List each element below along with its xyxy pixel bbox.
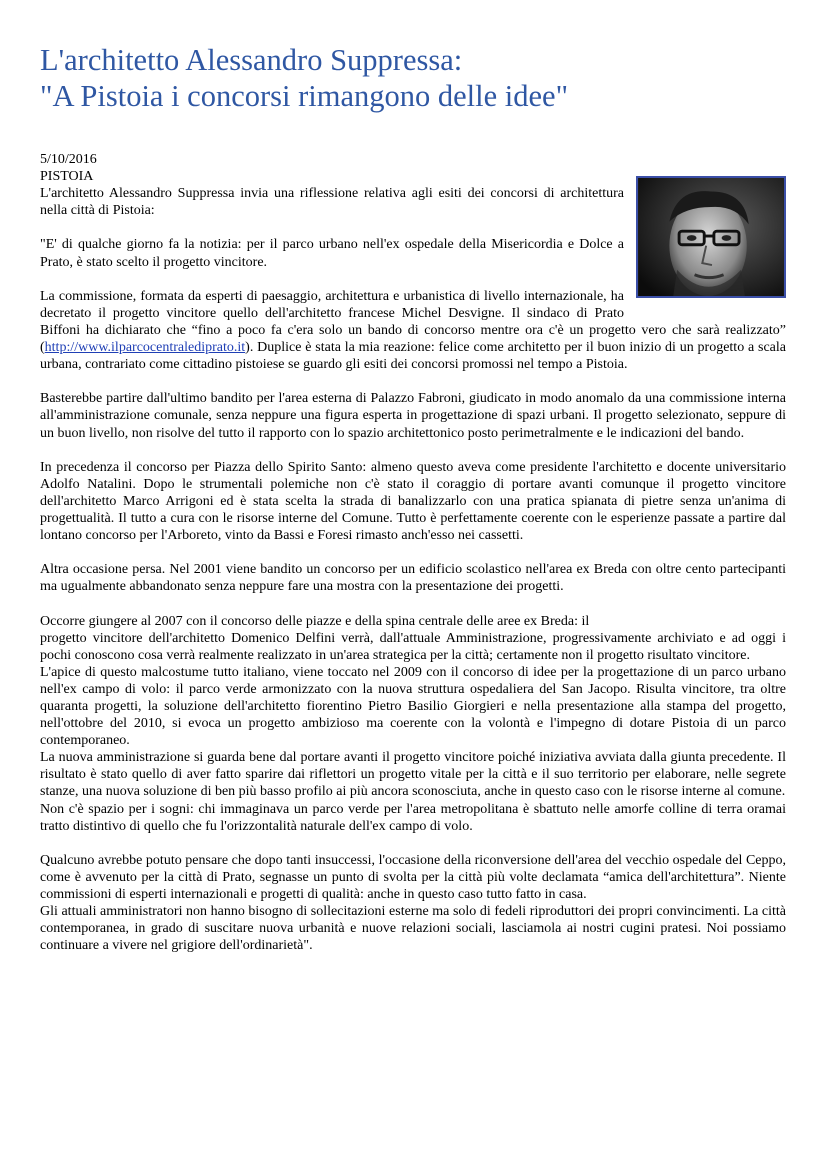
article-title [40, 42, 786, 114]
paragraph-4: Basterebbe partire dall'ultimo bandito per l'area esterna di Palazzo Fabroni, giudicato in modo anomalo da una commissione interna all'amministrazione comunale, senza neppure una figura esperta in progettazione di spazi urbani. Il progetto selezionato, seppure di un buon livello, non risolve del tutto il rapporto con lo spazio architettonico posto perimetralmente e le indicazioni del bando. [40, 391, 786, 441]
paragraph-7-rest: progetto vincitore dell'architetto Domenico Delfini verrà, dall'attuale Amministrazione, progressivamente archiviato e ad oggi i pochi conoscono cosa verrà realmente realizzato in un'area strategica per la città; certamente non il progetto risultato vincitore. [40, 630, 786, 663]
article-location: PISTOIA [40, 169, 94, 185]
paragraph-8: L'apice di questo malcostume tutto italiano, viene toccato nel 2009 con il concorso di idee per la progettazione di un parco urbano nell'ex campo di volo: il parco verde armonizzato con la nuova struttura ospedaliera del San Jacopo. Risulta vincitore, tra oltre quaranta progetti, la soluzione dell'architetto fiorentino Pietro Basilio Giorgieri e nella presentazione alla stampa del progetto, nell'ottobre del 2010, si evoca un progetto ambizioso ma coerente con la volontà e l'impegno di dotare Pistoia di un parco contemporaneo. [40, 664, 786, 749]
paragraph-12: Gli attuali amministratori non hanno bisogno di sollecitazioni esterne ma solo di fedeli riproduttori dei propri convincimenti. La città contemporanea, in grado di suscitare nuova urbanità e nuove relazioni sociali, lasciamola ai nostri cugini pratesi. Noi possiamo continuare a vivere nel grigiore dell'ordinarietà". [40, 904, 786, 954]
article-body [40, 151, 786, 954]
title-line-1: L'architetto Alessandro Suppressa: [40, 43, 463, 77]
prato-park-link[interactable]: http://www.ilparcocentralediprato.it [44, 340, 246, 356]
paragraph-7 [40, 613, 786, 664]
paragraph-3 [40, 288, 786, 373]
paragraph-7-line-1: Occorre giungere al 2007 con il concorso delle piazze e della spina centrale delle aree ex Breda: il [40, 613, 590, 629]
author-portrait [636, 176, 786, 298]
paragraph-10: Non c'è spazio per i sogni: chi immaginava un parco verde per l'area metropolitana è sbattuto nelle amorfe colline di terra oramai tratto distintivo di quello che fu l'orizzontalità naturale dell'ex campo di volo. [40, 801, 786, 834]
paragraph-11: Qualcuno avrebbe potuto pensare che dopo tanti insuccessi, l'occasione della riconversione dell'area del vecchio ospedale del Ceppo, come è avvenuto per la città di Prato, segnasse un punto di svolta per la città più volte declamata “amica dell'architettura”. Niente commissioni di esperti internazionali e progetti di qualità: anche in questo caso tutto fatto in casa. [40, 852, 786, 903]
paragraph-9: La nuova amministrazione si guarda bene dal portare avanti il progetto vincitore poiché iniziativa avviata dalla giunta precedente. Il risultato è stato quello di aver fatto sparire dai riflettori un progetto vitale per la città e il suo territorio per elaborare, nelle segrete stanze, una nuova soluzione di ben più basso profilo ai più ancora sconosciuta, anche in questo caso con le risorse interne al comune. [40, 750, 786, 800]
portrait-photo-icon [638, 178, 784, 296]
article-date: 5/10/2016 [40, 152, 97, 167]
paragraph-5: In precedenza il concorso per Piazza dello Spirito Santo: almeno questo aveva come presidente l'architetto e docente universitario Adolfo Natalini. Dopo le strumentali polemiche non c'è stato il coraggio di portare avanti comunque il progetto vincitore dell'architetto Marco Arrigoni ed è stata scelta la strada di banalizzarlo con una pratica spianata di pietre senza un'anima di progettualità. Il tutto a cura con le risorse interne del Comune. Tutto è perfettamente coerente con le esperienze passate a partire dal lontano concorso per l'Arboreto, vinto da Bassi e Foresi rimasto anch'esso nei cassetti. [40, 459, 786, 544]
paragraph-6: Altra occasione persa. Nel 2001 viene bandito un concorso per un edificio scolastico nell'area ex Breda con oltre cento partecipanti ma ugualmente abbandonato senza neppure fare una mostra con la presentazione dei progetti. [40, 562, 786, 595]
paragraph-3-text-a: La commissione, formata da esperti di paesaggio, architettura e urbanistica di livello internazionale, ha decretato il progetto vincitore quello dell'architetto francese Michel Desvigne. Il sindaco di Prato Biffoni ha dichiarato che “fino a poco fa c'era solo un bando di concorso mentre ora c'è un progetto vero che sarà realizzato” ( [40, 288, 786, 356]
paragraph-intro: L'architetto Alessandro Suppressa invia una riflessione relativa agli esiti dei concorsi di architettura nella città di Pistoia: [40, 186, 624, 219]
title-line-2: "A Pistoia i concorsi rimangono delle idee" [40, 79, 569, 113]
paragraph-3-text-b: ). Duplice è stata la mia reazione: felice come architetto per il buon inizio di un progetto a scala urbana, contrariato come cittadino pistoiese se guardo gli esiti dei concorsi promossi nel tempo a Pistoia. [40, 340, 786, 373]
paragraph-2: "E' di qualche giorno fa la notizia: per il parco urbano nell'ex ospedale della Misericordia e Dolce a Prato, è stato scelto il progetto vincitore. [40, 237, 624, 270]
